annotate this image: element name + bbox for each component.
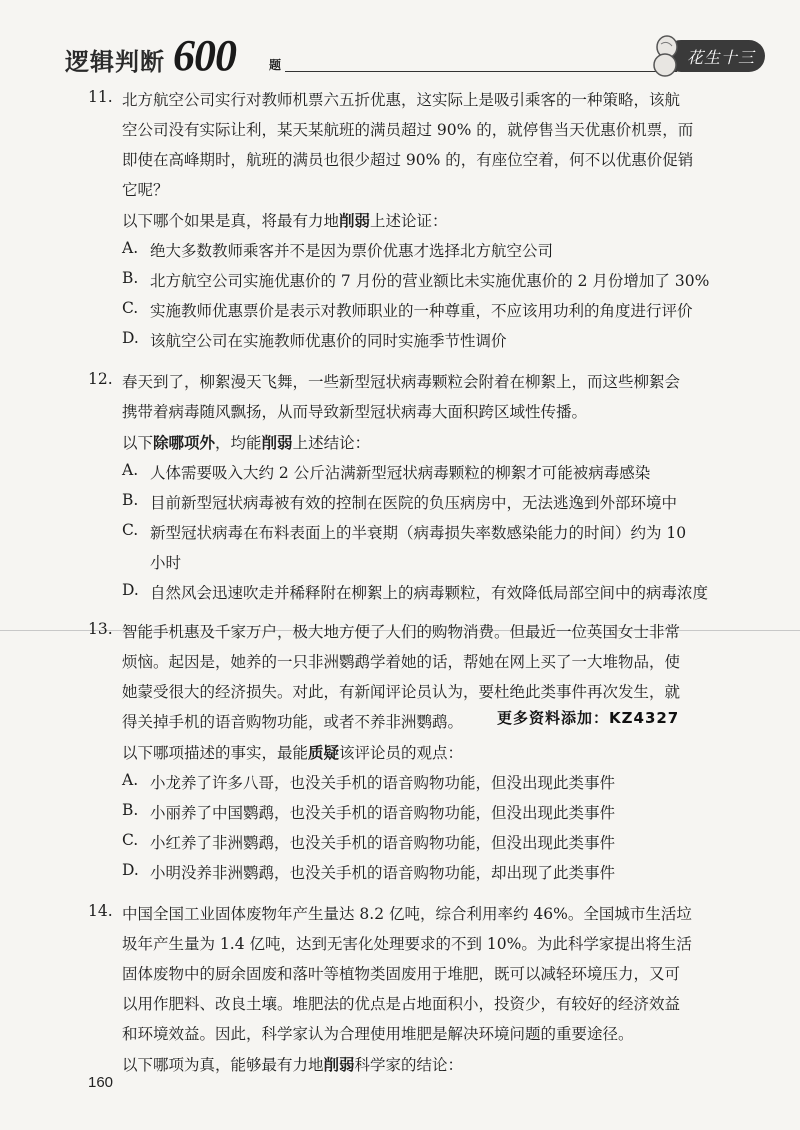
- question-number: 14.: [88, 902, 113, 920]
- stem-line: 携带着病毒随风飘扬，从而导致新型冠状病毒大面积跨区域性传播。: [122, 403, 588, 421]
- stem-line: 烦恼。起因是，她养的一只非洲鹦鹉学着她的话，帮她在网上买了一大堆物品，使: [122, 653, 681, 671]
- stem-line: 她蒙受很大的经济损失。对此，有新闻评论员认为，要杜绝此类事件再次发生，就: [122, 683, 681, 701]
- option-letter: D.: [122, 861, 139, 879]
- option-text: 小丽养了中国鹦鹉，也没关手机的语音购物功能，但没出现此类事件: [150, 804, 616, 822]
- option-text: 小红养了非洲鹦鹉，也没关手机的语音购物功能，但没出现此类事件: [150, 834, 616, 852]
- series-badge-text: 花生十三: [687, 48, 756, 67]
- peanut-icon: [645, 34, 685, 78]
- stem-line: 固体废物中的厨余固废和落叶等植物类固废用于堆肥，既可以减轻环境压力，又可: [122, 965, 681, 983]
- question-prompt: 以下哪个如果是真，将最有力地削弱上述论证：: [122, 211, 448, 230]
- option-letter: C.: [122, 521, 139, 539]
- option-letter: C.: [122, 831, 139, 849]
- stem-line: 春天到了，柳絮漫天飞舞，一些新型冠状病毒颗粒会附着在柳絮上，而这些柳絮会: [122, 373, 681, 391]
- option-text: 该航空公司在实施教师优惠价的同时实施季节性调价: [150, 332, 507, 350]
- series-badge: [645, 34, 767, 76]
- option-letter: A.: [122, 771, 139, 789]
- option-text-continued: 小时: [150, 554, 182, 572]
- header-rule: [285, 71, 677, 72]
- option-text: 绝大多数教师乘客并不是因为票价优惠才选择北方航空公司: [150, 242, 554, 260]
- stem-line: 它呢？: [122, 181, 169, 199]
- option-letter: A.: [122, 461, 139, 479]
- question-number: 11.: [88, 88, 113, 106]
- question-number: 13.: [88, 620, 113, 638]
- option-text: 实施教师优惠票价是表示对教师职业的一种尊重，不应该用功利的角度进行评价: [150, 302, 693, 320]
- option-letter: D.: [122, 581, 139, 599]
- option-letter: A.: [122, 239, 139, 257]
- stem-line: 得关掉手机的语音购物功能，或者不养非洲鹦鹉。: [122, 713, 464, 731]
- stem-line: 圾年产生量为 1.4 亿吨，达到无害化处理要求的不到 10%。为此科学家提出将生活: [122, 935, 692, 953]
- stem-line: 智能手机惠及千家万户，极大地方便了人们的购物消费。但最近一位英国女士非常: [122, 623, 681, 641]
- contact-watermark: 更多资料添加：KZ4327: [497, 709, 680, 727]
- option-text: 自然风会迅速吹走并稀释附在柳絮上的病毒颗粒，有效降低局部空间中的病毒浓度: [150, 584, 709, 602]
- option-letter: B.: [122, 491, 139, 509]
- option-letter: B.: [122, 801, 139, 819]
- stem-line: 空公司没有实际让利，某天某航班的满员超过 90% 的，就停售当天优惠价机票，而: [122, 121, 694, 139]
- option-text: 北方航空公司实施优惠价的 7 月份的营业额比未实施优惠价的 2 月份增加了 30%: [150, 272, 710, 290]
- stem-line: 中国全国工业固体废物年产生量达 8.2 亿吨，综合利用率约 46%。全国城市生活垃: [122, 905, 692, 923]
- page-header: [55, 28, 755, 80]
- option-text: 小龙养了许多八哥，也没关手机的语音购物功能，但没出现此类事件: [150, 774, 616, 792]
- book-suffix: 题: [269, 58, 282, 72]
- stem-line: 即使在高峰期时，航班的满员也很少超过 90% 的，有座位空着，何不以优惠价促销: [122, 151, 694, 169]
- stem-line: 和环境效益。因此，科学家认为合理使用堆肥是解决环境问题的重要途径。: [122, 1025, 634, 1043]
- book-title: 逻辑判断: [65, 48, 165, 76]
- option-text: 目前新型冠状病毒被有效的控制在医院的负压病房中，无法逃逸到外部环境中: [150, 494, 678, 512]
- stem-line: 北方航空公司实行对教师机票六五折优惠，这实际上是吸引乘客的一种策略，该航: [122, 91, 681, 109]
- question-prompt: 以下哪项描述的事实，最能质疑该评论员的观点：: [122, 743, 464, 762]
- stem-line: 以用作肥料、改良土壤。堆肥法的优点是占地面积小，投资少，有较好的经济效益: [122, 995, 681, 1013]
- question-prompt: 以下哪项为真，能够最有力地削弱科学家的结论：: [122, 1055, 464, 1074]
- question-prompt: 以下除哪项外，均能削弱上述结论：: [122, 433, 371, 452]
- question-number: 12.: [88, 370, 113, 388]
- option-letter: B.: [122, 269, 139, 287]
- book-number: 600: [173, 31, 236, 80]
- page-number: 160: [88, 1074, 114, 1091]
- option-text: 小明没养非洲鹦鹉，也没关手机的语音购物功能，却出现了此类事件: [150, 864, 616, 882]
- option-text: 人体需要吸入大约 2 公斤沾满新型冠状病毒颗粒的柳絮才可能被病毒感染: [150, 464, 651, 482]
- option-text: 新型冠状病毒在布料表面上的半衰期（病毒损失率数感染能力的时间）约为 10: [150, 524, 687, 542]
- option-letter: C.: [122, 299, 139, 317]
- option-letter: D.: [122, 329, 139, 347]
